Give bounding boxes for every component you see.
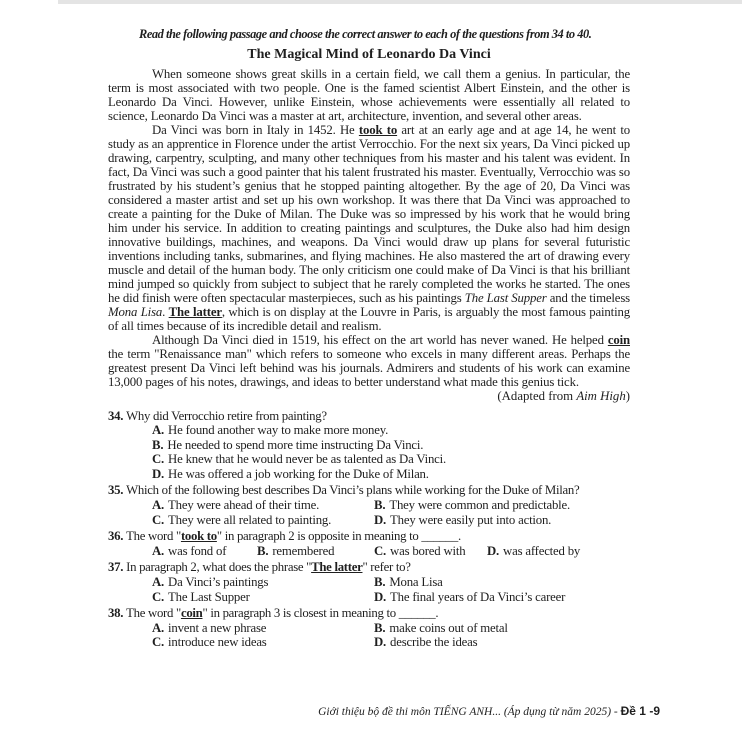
option-text: They were easily put into action. (390, 512, 552, 527)
option-text: He found another way to make more money. (168, 423, 389, 438)
passage-paragraph-1: When someone shows great skills in a certain field, we call them a genius. In particular, the term is most associated with two people. One is the famed scientist Albert Einstein, and the other is Leonardo Da Vinci. However, unlike Einstein, whose achievements were essentially all related to science, Leonardo Da Vinci was a master at art, architecture, invention, and several other areas. (108, 67, 630, 123)
option-text: invent a new phrase (168, 620, 267, 635)
question-38-line (108, 606, 630, 621)
question-number: 37. (108, 560, 124, 575)
question-number: 36. (108, 529, 124, 544)
option-36-c (374, 544, 487, 559)
option-text: They were ahead of their time. (168, 498, 320, 513)
option-text: describe the ideas (390, 635, 478, 650)
option-label: D. (374, 635, 387, 650)
option-label: B. (152, 437, 164, 452)
question-number: 38. (108, 606, 124, 621)
passage-paragraph-2: Da Vinci was born in Italy in 1452. He took to art at an early age and at age 14, he went to study as an apprentice in Florence under the artist Verrocchio. For the next six years, Da Vinci picked up drawing, carpentry, sculpting, and many other techniques from his master and his talent was evident. In fact, Da Vinci was such a good painter that his talent frustrated his master. Eventually, Verrocchio was so frustrated by his student’s genius that he stopped painting altogether. By the age of 20, Da Vinci was considered a master artist and set up his own workshop. It was there that Da Vinci was approached to create a painting for the Duke of Milan. The Duke was so impressed by his work that he would bring him under his service. In addition to creating paintings and sculptures, the Duke also had him design innovative buildings, machines, and weapons. Da Vinci would draw up plans for several futuristic inventions including tanks, submarines, and flying machines. He also mastered the art of drawing every muscle and detail of the human body. The only criticism one could make of Da Vinci is that his brilliant mind jumped so quickly from subject to subject that he rarely completed the works he started. The ones he did finish were often spectacular masterpieces, such as his paintings The Last Supper and the timeless Mona Lisa. The latter, which is on display at the Louvre in Paris, is arguably the most famous painting of all times because of its incredible detail and realism. (108, 123, 630, 333)
question-number: 34. (108, 408, 124, 423)
option-36-a (152, 544, 257, 559)
option-label: C. (152, 589, 165, 604)
question-36-line (108, 529, 630, 544)
option-label: A. (152, 575, 165, 590)
question-37-line (108, 560, 630, 575)
question-prompt: The word "coin" in paragraph 3 is closest in meaning to ______. (126, 606, 439, 621)
option-34-b (152, 438, 630, 453)
option-35-d (374, 513, 630, 528)
page-footer: Giới thiệu bộ đề thi môn TIẾNG ANH... (Áp dụng từ năm 2025) - Đề 1 -9 (318, 704, 660, 718)
option-label: D. (152, 466, 165, 481)
option-37-b (374, 575, 630, 590)
option-label: D. (374, 512, 387, 527)
question-35-options (152, 498, 630, 527)
option-36-d (487, 544, 630, 559)
question-prompt: The word "took to" in paragraph 2 is opposite in meaning to ______. (126, 529, 461, 544)
option-label: A. (152, 543, 165, 558)
question-34-line (108, 409, 630, 424)
passage-title: The Magical Mind of Leonardo Da Vinci (247, 47, 491, 62)
option-34-c (152, 452, 630, 467)
question-prompt: In paragraph 2, what does the phrase "The latter" refer to? (126, 560, 411, 575)
option-text: He knew that he would never be as talented as Da Vinci. (168, 452, 447, 467)
question-35-line (108, 483, 630, 498)
question-36 (108, 529, 630, 558)
option-label: D. (487, 543, 500, 558)
option-label: B. (374, 620, 386, 635)
option-text: He was offered a job working for the Duke of Milan. (168, 466, 429, 481)
option-34-a (152, 423, 630, 438)
option-label: A. (152, 620, 165, 635)
question-37 (108, 560, 630, 604)
option-label: C. (152, 512, 165, 527)
option-38-a (152, 621, 374, 636)
option-text: introduce new ideas (168, 635, 267, 650)
option-text: He needed to spend more time instructing Da Vinci. (167, 437, 424, 452)
option-34-d (152, 467, 630, 482)
option-text: was bored with (390, 543, 466, 558)
option-38-b (374, 621, 630, 636)
option-37-c (152, 590, 374, 605)
question-38-options (152, 621, 630, 650)
option-text: make coins out of metal (389, 620, 508, 635)
option-36-b (257, 544, 374, 559)
question-prompt: Which of the following best describes Da Vinci’s plans while working for the Duke of Milan? (126, 483, 580, 498)
option-text: The final years of Da Vinci’s career (390, 589, 566, 604)
passage-source-credit: (Adapted from Aim High) (497, 389, 630, 403)
question-36-options (152, 544, 630, 559)
option-text: was affected by (503, 543, 581, 558)
option-label: A. (152, 423, 165, 438)
option-text: Da Vinci’s paintings (168, 575, 269, 590)
option-text: remembered (272, 543, 335, 558)
question-38 (108, 606, 630, 650)
option-label: C. (374, 543, 387, 558)
option-text: They were common and predictable. (389, 498, 570, 513)
option-label: B. (374, 575, 386, 590)
option-text: Mona Lisa (389, 575, 443, 590)
question-35 (108, 483, 630, 527)
option-label: A. (152, 498, 165, 513)
section-instruction: Read the following passage and choose the correct answer to each of the questions from 34 to 40. (139, 27, 592, 41)
option-37-d (374, 590, 630, 605)
option-38-d (374, 635, 630, 650)
option-35-a (152, 498, 374, 513)
question-prompt: Why did Verrocchio retire from painting? (126, 408, 327, 423)
option-label: B. (257, 543, 269, 558)
option-35-b (374, 498, 630, 513)
option-38-c (152, 635, 374, 650)
option-text: They were all related to painting. (168, 512, 332, 527)
passage-paragraph-3: Although Da Vinci died in 1519, his effect on the art world has never waned. He helped coin the term "Renaissance man" which refers to someone who excels in many different areas. Perhaps the greatest present Da Vinci left behind was his journals. Admirers and students of his work can examine 13,000 pages of his notes, drawings, and ideas to better understand what made this genius tick. (108, 333, 630, 389)
question-34-options (152, 423, 630, 481)
option-35-c (152, 513, 374, 528)
page-content (108, 27, 630, 652)
option-37-a (152, 575, 374, 590)
option-label: B. (374, 498, 386, 513)
option-text: The Last Supper (168, 589, 250, 604)
option-label: C. (152, 452, 165, 467)
question-34 (108, 409, 630, 482)
scan-edge-artifact (58, 0, 742, 4)
option-text: was fond of (168, 543, 227, 558)
question-number: 35. (108, 483, 124, 498)
option-label: C. (152, 635, 165, 650)
option-label: D. (374, 589, 387, 604)
question-37-options (152, 575, 630, 604)
